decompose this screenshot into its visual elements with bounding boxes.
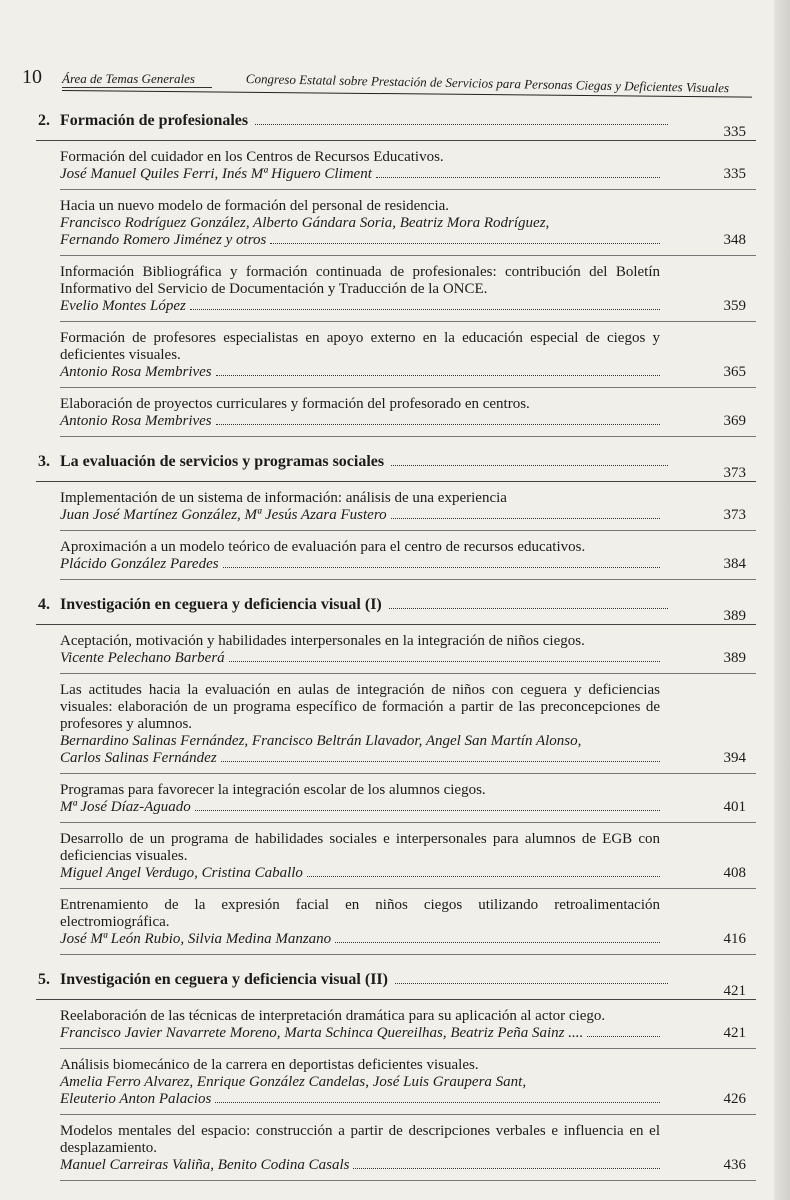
entry-title: Modelos mentales del espacio: construcción a partir de descripciones verbales e influencia en el desplazamiento. bbox=[60, 1123, 660, 1156]
entry-authors bbox=[60, 865, 660, 882]
toc-entry bbox=[60, 889, 756, 955]
running-header bbox=[22, 62, 752, 96]
leader-dots bbox=[587, 1036, 660, 1037]
toc-section bbox=[36, 592, 756, 955]
entry-title: Las actitudes hacia la evaluación en aulas de integración de niños con ceguera y deficiencias visuales: elaboración de un programa específico de formación a partir de las preconcepciones de profesores y alumnos. bbox=[60, 682, 660, 732]
author-names: Antonio Rosa Membrives bbox=[60, 413, 212, 429]
entry-page: 421 bbox=[723, 1025, 746, 1041]
entry-page: 436 bbox=[723, 1157, 746, 1173]
entry-title: Reelaboración de las técnicas de interpretación dramática para su aplicación al actor ciego. bbox=[60, 1008, 606, 1024]
author-line bbox=[60, 556, 660, 573]
toc-entry bbox=[60, 823, 756, 889]
entry-title: Elaboración de proyectos curriculares y formación del profesorado en centros. bbox=[60, 396, 530, 412]
entry-authors bbox=[60, 507, 660, 524]
section-heading bbox=[36, 967, 756, 1000]
leader-dots bbox=[195, 810, 660, 811]
leader-dots bbox=[307, 876, 660, 877]
author-names: José Mª León Rubio, Silvia Medina Manzano bbox=[60, 931, 332, 947]
toc-entry bbox=[60, 674, 756, 774]
page-edge bbox=[774, 0, 790, 1200]
leader-dots bbox=[221, 761, 660, 762]
entry-page: 359 bbox=[723, 298, 746, 314]
entry-page: 384 bbox=[723, 556, 746, 572]
section-page: 373 bbox=[723, 465, 746, 481]
toc-entry bbox=[60, 1115, 756, 1181]
author-line bbox=[60, 1091, 660, 1108]
author-names: Francisco Javier Navarrete Moreno, Marta Schinca Quereilhas, Beatriz Peña Sainz .... bbox=[60, 1025, 584, 1041]
toc-section bbox=[36, 449, 756, 580]
author-line bbox=[60, 1025, 660, 1042]
author-names: Eleuterio Anton Palacios bbox=[60, 1091, 212, 1107]
leader-dots bbox=[216, 375, 660, 376]
section-number: 3. bbox=[38, 453, 50, 470]
section-page: 389 bbox=[723, 608, 746, 624]
toc-entry bbox=[60, 141, 756, 190]
entry-authors bbox=[60, 215, 660, 249]
author-names: Carlos Salinas Fernández bbox=[60, 750, 217, 766]
entry-title: Aceptación, motivación y habilidades interpersonales en la integración de niños ciegos. bbox=[60, 633, 585, 649]
author-line bbox=[60, 364, 660, 381]
author-line bbox=[60, 799, 660, 816]
entry-page: 408 bbox=[723, 865, 746, 881]
entry-authors bbox=[60, 1157, 660, 1174]
section-page: 421 bbox=[723, 983, 746, 999]
section-title: Formación de profesionales bbox=[60, 112, 254, 130]
leader-dots bbox=[229, 661, 660, 662]
entry-authors bbox=[60, 556, 660, 573]
entry-title: Entrenamiento de la expresión facial en niños ciegos utilizando retroalimentación electromiográfica. bbox=[60, 897, 660, 930]
author-names: Amelia Ferro Alvarez, Enrique González Candelas, José Luis Graupera Sant, bbox=[60, 1074, 527, 1090]
table-of-contents bbox=[36, 108, 756, 1193]
entry-authors bbox=[60, 298, 660, 315]
entry-title: Desarrollo de un programa de habilidades sociales e interpersonales para alumnos de EGB con deficiencias visuales. bbox=[60, 831, 660, 864]
author-names: Mª José Díaz-Aguado bbox=[60, 799, 191, 815]
entry-authors bbox=[60, 413, 660, 430]
author-line bbox=[60, 750, 660, 767]
section-heading bbox=[36, 592, 756, 625]
author-names: José Manuel Quiles Ferri, Inés Mª Higuero Climent bbox=[60, 166, 372, 182]
section-title: Investigación en ceguera y deficiencia visual (I) bbox=[60, 596, 388, 614]
entry-page: 369 bbox=[723, 413, 746, 429]
page-number: 10 bbox=[22, 66, 42, 88]
entry-authors bbox=[60, 931, 660, 948]
author-line bbox=[60, 413, 660, 430]
toc-entry bbox=[60, 1049, 756, 1115]
author-line bbox=[60, 650, 660, 667]
toc-entry bbox=[60, 388, 756, 437]
section-page: 335 bbox=[723, 124, 746, 140]
author-names: Francisco Rodríguez González, Alberto Gándara Soria, Beatriz Mora Rodríguez, bbox=[60, 215, 550, 231]
entry-page: 401 bbox=[723, 799, 746, 815]
entry-authors bbox=[60, 650, 660, 667]
entry-page: 365 bbox=[723, 364, 746, 380]
toc-entry bbox=[60, 1000, 756, 1049]
entry-title: Información Bibliográfica y formación continuada de profesionales: contribución del Boletín Informativo del Servicio de Documentación y Traducción de la ONCE. bbox=[60, 264, 660, 297]
author-names: Manuel Carreiras Valiña, Benito Codina Casals bbox=[60, 1157, 350, 1173]
toc-entry bbox=[60, 625, 756, 674]
entry-title: Análisis biomecánico de la carrera en deportistas deficientes visuales. bbox=[60, 1057, 479, 1073]
entry-authors bbox=[60, 364, 660, 381]
section-heading bbox=[36, 449, 756, 482]
leader-dots bbox=[391, 518, 660, 519]
author-names: Bernardino Salinas Fernández, Francisco Beltrán Llavador, Angel San Martín Alonso, bbox=[60, 733, 582, 749]
section-number: 4. bbox=[38, 596, 50, 613]
toc-entry bbox=[60, 774, 756, 823]
author-line bbox=[60, 166, 660, 183]
leader-dots bbox=[335, 942, 660, 943]
leader-dots bbox=[270, 243, 660, 244]
entry-page: 348 bbox=[723, 232, 746, 248]
entry-page: 416 bbox=[723, 931, 746, 947]
author-names: Fernando Romero Jiménez y otros bbox=[60, 232, 267, 248]
leader-dots bbox=[190, 309, 660, 310]
entry-title: Formación de profesores especialistas en apoyo externo en la educación especial de ciegos y deficientes visuales. bbox=[60, 330, 660, 363]
section-title: La evaluación de servicios y programas sociales bbox=[60, 453, 390, 471]
toc-entry bbox=[60, 190, 756, 256]
author-line bbox=[60, 507, 660, 524]
author-names: Juan José Martínez González, Mª Jesús Azara Fustero bbox=[60, 507, 387, 523]
toc-entry bbox=[60, 256, 756, 322]
toc-entry bbox=[60, 531, 756, 580]
leader-dots bbox=[223, 567, 660, 568]
entry-authors bbox=[60, 1025, 660, 1042]
author-line bbox=[60, 232, 660, 249]
entry-page: 394 bbox=[723, 750, 746, 766]
entry-authors bbox=[60, 799, 660, 816]
author-names: Plácido González Paredes bbox=[60, 556, 219, 572]
header-congress-title: Congreso Estatal sobre Prestación de Servicios para Personas Ciegas y Deficientes Visuales bbox=[245, 71, 730, 96]
entry-page: 373 bbox=[723, 507, 746, 523]
author-line bbox=[60, 298, 660, 315]
author-names: Antonio Rosa Membrives bbox=[60, 364, 212, 380]
leader-dots bbox=[215, 1102, 660, 1103]
entry-title: Programas para favorecer la integración escolar de los alumnos ciegos. bbox=[60, 782, 486, 798]
author-line bbox=[60, 931, 660, 948]
entry-authors bbox=[60, 733, 660, 767]
entry-title: Aproximación a un modelo teórico de evaluación para el centro de recursos educativos. bbox=[60, 539, 586, 555]
author-names: Vicente Pelechano Barberá bbox=[60, 650, 225, 666]
section-title: Investigación en ceguera y deficiencia visual (II) bbox=[60, 971, 394, 989]
toc-section bbox=[36, 108, 756, 437]
entry-page: 426 bbox=[723, 1091, 746, 1107]
section-heading bbox=[36, 108, 756, 141]
section-number: 5. bbox=[38, 971, 50, 988]
toc-section bbox=[36, 967, 756, 1181]
leader-dots bbox=[216, 424, 660, 425]
leader-dots bbox=[353, 1168, 660, 1169]
author-line bbox=[60, 1157, 660, 1174]
toc-entry bbox=[60, 482, 756, 531]
leader-dots bbox=[376, 177, 660, 178]
author-line bbox=[60, 865, 660, 882]
entry-title: Hacia un nuevo modelo de formación del personal de residencia. bbox=[60, 198, 450, 214]
header-section-name: Área de Temas Generales bbox=[62, 71, 212, 88]
toc-entry bbox=[60, 322, 756, 388]
section-number: 2. bbox=[38, 112, 50, 129]
entry-authors bbox=[60, 1074, 660, 1108]
entry-title: Implementación de un sistema de información: análisis de una experiencia bbox=[60, 490, 507, 506]
entry-title: Formación del cuidador en los Centros de Recursos Educativos. bbox=[60, 149, 444, 165]
author-names: Miguel Angel Verdugo, Cristina Caballo bbox=[60, 865, 303, 881]
entry-page: 335 bbox=[723, 166, 746, 182]
entry-authors bbox=[60, 166, 660, 183]
entry-page: 389 bbox=[723, 650, 746, 666]
author-names: Evelio Montes López bbox=[60, 298, 186, 314]
